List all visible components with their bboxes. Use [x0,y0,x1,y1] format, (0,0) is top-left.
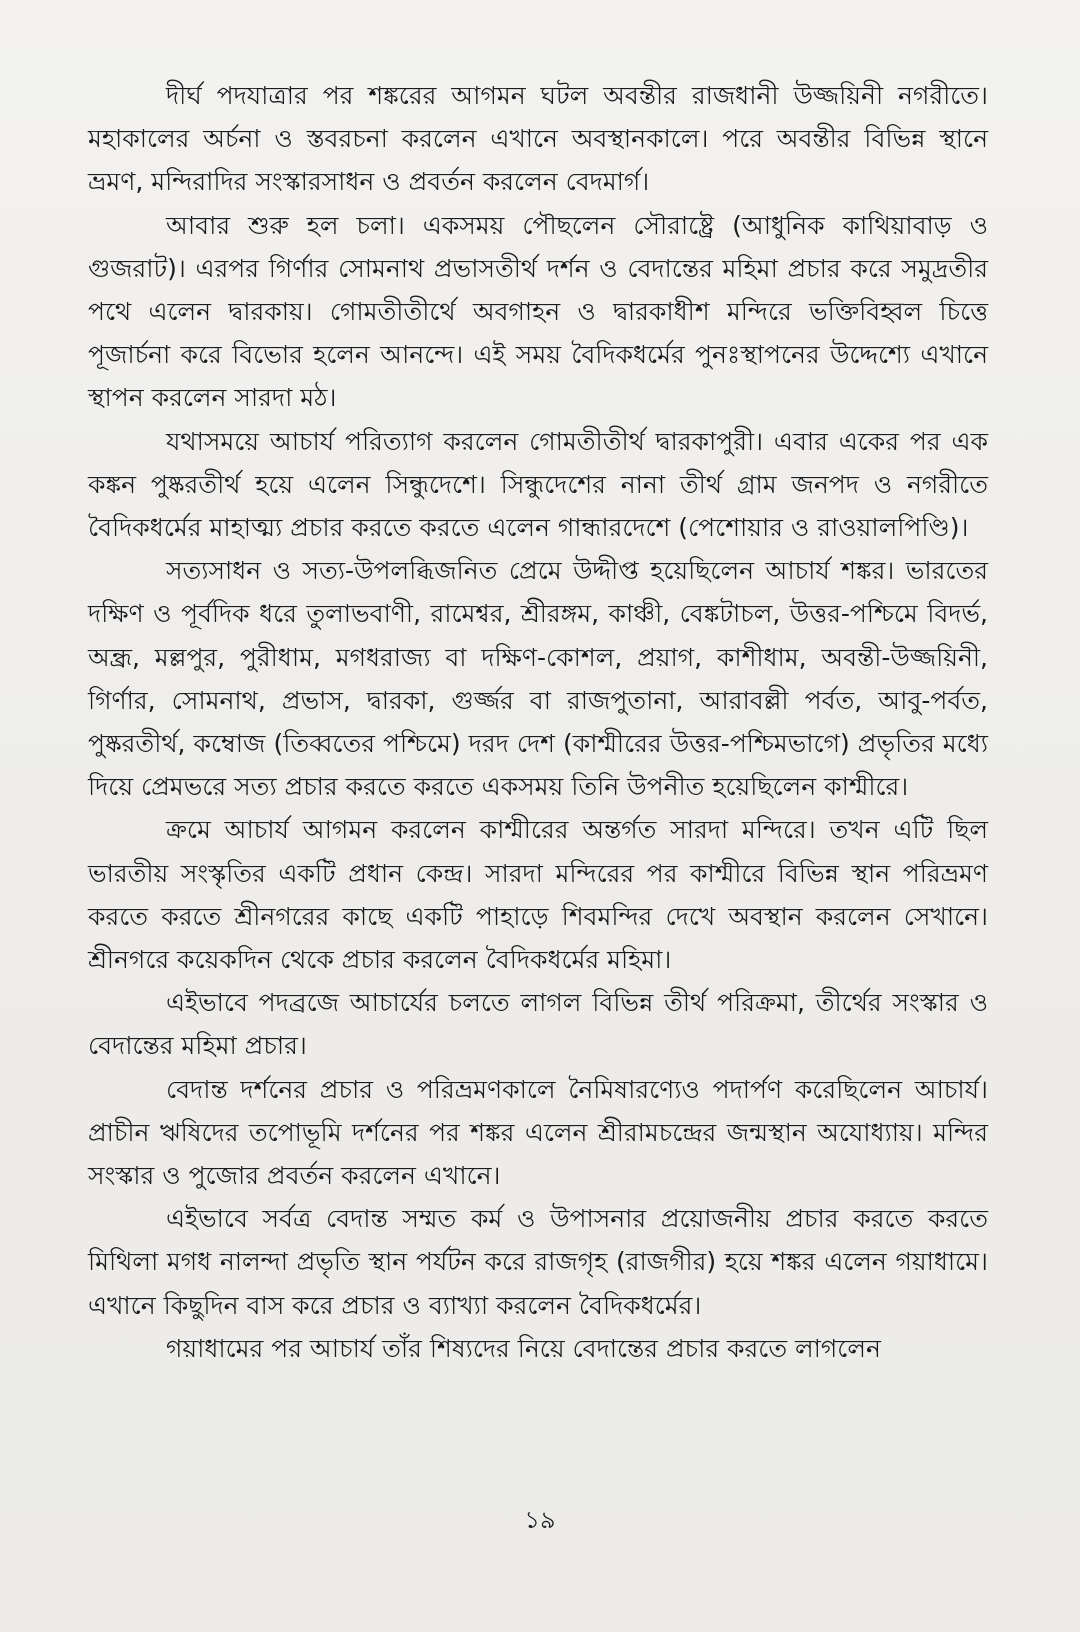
paragraph: বেদান্ত দর্শনের প্রচার ও পরিভ্রমণকালে নৈমিষারণ্যেও পদার্পণ করেছিলেন আচার্য। প্রাচীন ঋষিদের তপোভূমি দর্শনের পর শঙ্কর এলেন শ্রীরামচন্দ্রের জন্মস্থান অযোধ্যায়। মন্দির সংস্কার ও পুজোর প্রবর্তন করলেন এখানে। [88,1074,988,1191]
paragraph: ক্রমে আচার্য আগমন করলেন কাশ্মীরের অন্তর্গত সারদা মন্দিরে। তখন এটি ছিল ভারতীয় সংস্কৃতির একটি প্রধান কেন্দ্র। সারদা মন্দিরের পর কাশ্মীরে বিভিন্ন স্থান পরিভ্রমণ করতে করতে শ্রীনগরের কাছে একটি পাহাড়ে শিবমন্দির দেখে অবস্থান করলেন সেখানে। শ্রীনগরে কয়েকদিন থেকে প্রচার করলেন বৈদিকধর্মের মহিমা। [88,815,988,975]
paragraph: এইভাবে সর্বত্র বেদান্ত সম্মত কর্ম ও উপাসনার প্রয়োজনীয় প্রচার করতে করতে মিথিলা মগধ নালন্দা প্রভৃতি স্থান পর্যটন করে রাজগৃহ (রাজগীর) হয়ে শঙ্কর এলেন গয়াধামে। এখানে কিছুদিন বাস করে প্রচার ও ব্যাখ্যা করলেন বৈদিকধর্মের। [88,1204,988,1320]
body-text [88,74,988,1370]
paragraph: আবার শুরু হল চলা। একসময় পৌছলেন সৌরাষ্ট্রে (আধুনিক কাথিয়াবাড় ও গুজরাট)। এরপর গির্ণার সোমনাথ প্রভাসতীর্থ দর্শন ও বেদান্তের মহিমা প্রচার করে সমুদ্রতীর পথে এলেন দ্বারকায়। গোমতীতীর্থে অবগাহন ও দ্বারকাধীশ মন্দিরে ভক্তিবিহ্বল চিত্তে পূজার্চনা করে বিভোর হলেন আনন্দে। এই সময় বৈদিকধর্মের পুনঃস্থাপনের উদ্দেশ্যে এখানে স্থাপন করলেন সারদা মঠ। [88,210,988,413]
paragraph: সত্যসাধন ও সত্য-উপলব্ধিজনিত প্রেমে উদ্দীপ্ত হয়েছিলেন আচার্য শঙ্কর। ভারতের দক্ষিণ ও পূর্বদিক ধরে তুলাভবাণী, রামেশ্বর, শ্রীরঙ্গম, কাঞ্চী, বেঙ্কটাচল, উত্তর-পশ্চিমে বিদর্ভ, অন্ধ্র, মল্লপুর, পুরীধাম, মগধরাজ্য বা দক্ষিণ-কোশল, প্রয়াগ, কাশীধাম, অবন্তী-উজ্জয়িনী, গির্ণার, সোমনাথ, প্রভাস, দ্বারকা, গুর্জ্জর বা রাজপুতানা, আরাবল্লী পর্বত, আবু-পর্বত, পুষ্করতীর্থ, কম্বোজ (তিব্বতের পশ্চিমে) দরদ দেশ (কাশ্মীরের উত্তর-পশ্চিমভাগে) প্রভৃতির মধ্যে দিয়ে প্রেমভরে সত্য প্রচার করতে করতে একসময় তিনি উপনীত হয়েছিলেন কাশ্মীরে। [88,556,988,802]
paragraph: দীর্ঘ পদযাত্রার পর শঙ্করের আগমন ঘটল অবন্তীর রাজধানী উজ্জয়িনী নগরীতে। মহাকালের অর্চনা ও স্তবরচনা করলেন এখানে অবস্থানকালে। পরে অবন্তীর বিভিন্ন স্থানে ভ্রমণ, মন্দিরাদির সংস্কারসাধন ও প্রবর্তন করলেন বেদমার্গ। [88,81,988,197]
paragraph: এইভাবে পদব্রজে আচার্যের চলতে লাগল বিভিন্ন তীর্থ পরিক্রমা, তীর্থের সংস্কার ও বেদান্তের মহিমা প্রচার। [88,988,988,1061]
paragraph: যথাসময়ে আচার্য পরিত্যাগ করলেন গোমতীতীর্থ দ্বারকাপুরী। এবার একের পর এক কঙ্কন পুষ্করতীর্থ হয়ে এলেন সিন্ধুদেশে। সিন্ধুদেশের নানা তীর্থ গ্রাম জনপদ ও নগরীতে বৈদিকধর্মের মাহাত্ম্য প্রচার করতে করতে এলেন গান্ধারদেশে (পেশোয়ার ও রাওয়ালপিণ্ডি)। [88,426,988,543]
page-number: ১৯ [524,1506,556,1534]
paragraph: গয়াধামের পর আচার্য তাঁর শিষ্যদের নিয়ে বেদান্তের প্রচার করতে লাগলেন [166,1333,881,1363]
